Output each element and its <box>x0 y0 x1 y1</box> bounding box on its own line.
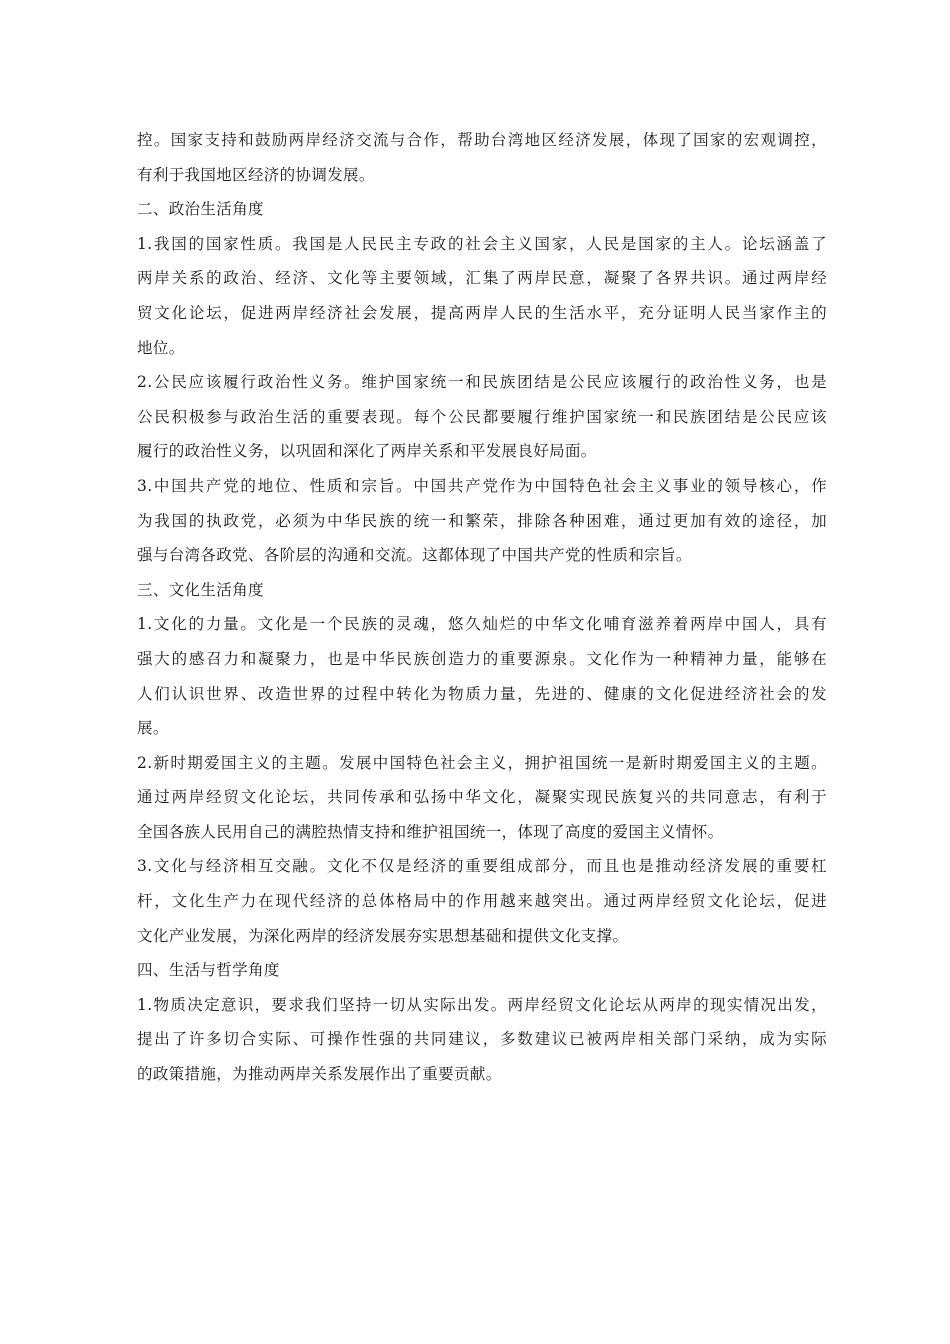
text-line: 为我国的执政党，必须为中华民族的统一和繁荣，排除各种困难，通过更加有效的途径，加 <box>137 511 827 530</box>
text-line: 3.中国共产党的地位、性质和宗旨。中国共产党作为中国特色社会主义事业的领导核心，作 <box>137 476 827 495</box>
text-line: 四、生活与哲学角度 <box>137 961 280 980</box>
text-line: 公民积极参与政治生活的重要表现。每个公民都要履行维护国家统一和民族团结是公民应该 <box>137 407 827 426</box>
text-line: 1.文化的力量。文化是一个民族的灵魂，悠久灿烂的中华文化哺育滋养着两岸中国人，具有 <box>137 615 827 634</box>
document-body <box>137 123 827 1092</box>
text-line: 通过两岸经贸文化论坛，共同传承和弘扬中华文化，凝聚实现民族复兴的共同意志，有利于 <box>137 788 827 807</box>
text-line: 展。 <box>137 719 169 738</box>
text-line: 2.新时期爱国主义的主题。发展中国特色社会主义，拥护祖国统一是新时期爱国主义的主题。 <box>137 753 827 772</box>
text-line: 控。国家支持和鼓励两岸经济交流与合作，帮助台湾地区经济发展，体现了国家的宏观调控， <box>137 131 827 149</box>
text-line: 3.文化与经济相互交融。文化不仅是经济的重要组成部分，而且也是推动经济发展的重要杠 <box>137 857 827 876</box>
text-line: 杆，文化生产力在现代经济的总体格局中的作用越来越突出。通过两岸经贸文化论坛，促进 <box>137 892 827 911</box>
text-line: 有利于我国地区经济的协调发展。 <box>137 165 375 184</box>
text-line: 1.物质决定意识，要求我们坚持一切从实际出发。两岸经贸文化论坛从两岸的现实情况出发， <box>137 995 827 1014</box>
text-line: 人们认识世界、改造世界的过程中转化为物质力量，先进的、健康的文化促进经济社会的发 <box>137 684 827 703</box>
text-line: 强与台湾各政党、各阶层的沟通和交流。这都体现了中国共产党的性质和宗旨。 <box>137 546 692 565</box>
text-line: 文化产业发展，为深化两岸的经济发展夯实思想基础和提供文化支撑。 <box>137 926 629 945</box>
text-line: 地位。 <box>137 338 185 357</box>
text-line: 1.我国的国家性质。我国是人民民主专政的社会主义国家，人民是国家的主人。论坛涵盖了 <box>137 234 827 253</box>
text-line: 全国各族人民用自己的满腔热情支持和维护祖国统一，体现了高度的爱国主义情怀。 <box>137 822 724 841</box>
text-line: 的政策措施，为推动两岸关系发展作出了重要贡献。 <box>137 1065 502 1084</box>
text-line: 提出了许多切合实际、可操作性强的共同建议，多数建议已被两岸相关部门采纳，成为实际 <box>137 1030 827 1049</box>
text-line: 2.公民应该履行政治性义务。维护国家统一和民族团结是公民应该履行的政治性义务，也是 <box>137 373 827 392</box>
text-line: 两岸关系的政治、经济、文化等主要领域，汇集了两岸民意，凝聚了各界共识。通过两岸经 <box>137 269 827 288</box>
text-line: 三、文化生活角度 <box>137 580 264 599</box>
text-line: 贸文化论坛，促进两岸经济社会发展，提高两岸人民的生活水平，充分证明人民当家作主的 <box>137 303 827 322</box>
text-line: 二、政治生活角度 <box>137 200 264 219</box>
text-line: 强大的感召力和凝聚力，也是中华民族创造力的重要源泉。文化作为一种精神力量，能够在 <box>137 649 827 668</box>
text-line: 履行的政治性义务，以巩固和深化了两岸关系和平发展良好局面。 <box>137 442 597 461</box>
